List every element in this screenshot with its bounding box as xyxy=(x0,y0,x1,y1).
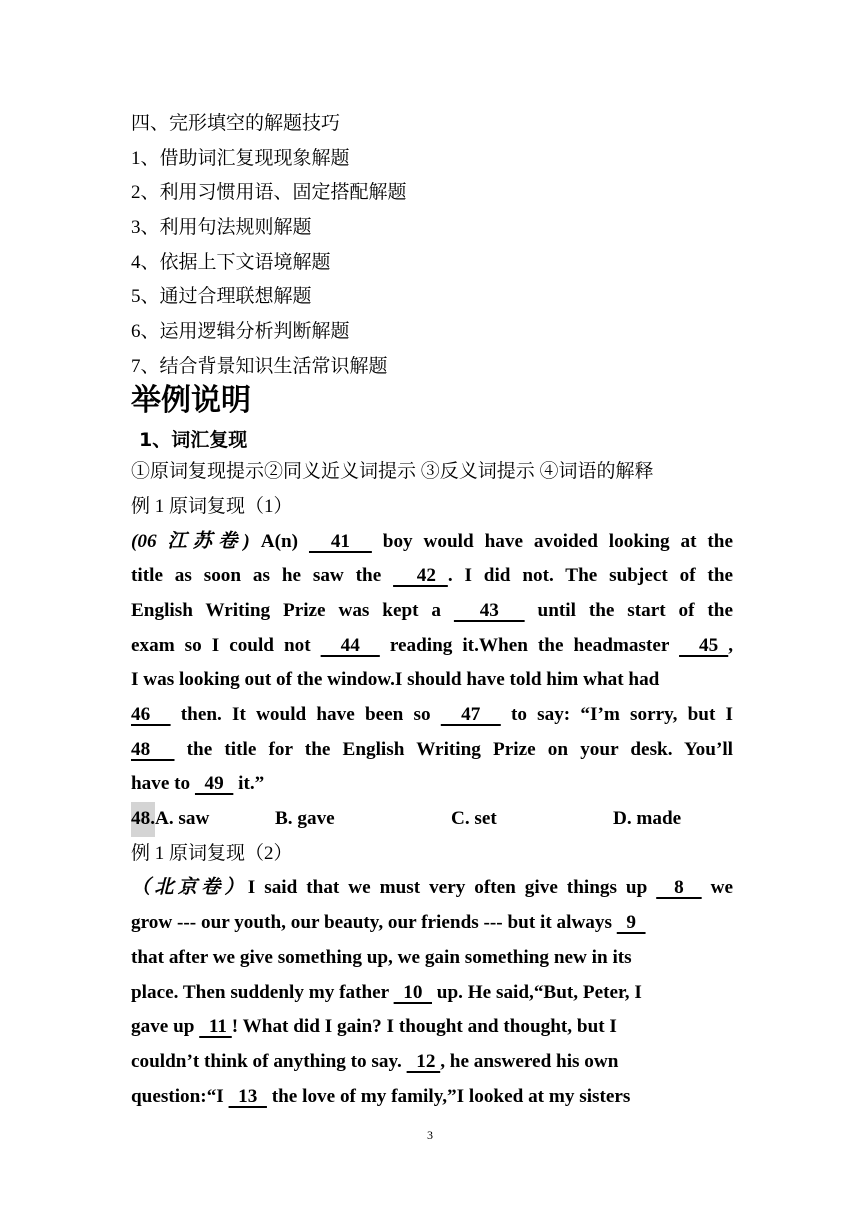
question-number: 48. xyxy=(131,802,155,837)
option-c: C. set xyxy=(450,808,497,830)
passage-line: exam so I could not 44 reading it.When the headmaster 45 , xyxy=(131,634,734,656)
blank-11: 11 xyxy=(199,1016,232,1038)
tip-item: 3、利用句法规则解题 xyxy=(131,217,312,239)
blank-8: 8 xyxy=(656,877,702,899)
blank-47: 47 xyxy=(440,704,501,725)
tip-item: 6、运用逻辑分析判断解题 xyxy=(131,321,350,343)
blank-13: 13 xyxy=(228,1085,267,1107)
page-number: 3 xyxy=(427,1128,433,1142)
tip-item: 2、利用习惯用语、固定搭配解题 xyxy=(131,182,407,204)
option-a: A. saw xyxy=(154,808,210,830)
source-tag: (06 江苏卷) xyxy=(131,530,250,552)
source-tag: （北京卷） xyxy=(131,877,248,899)
example-label: 例 1 原词复现（2） xyxy=(131,842,293,864)
blank-41: 41 xyxy=(308,530,372,552)
blank-10: 10 xyxy=(393,981,432,1003)
examples-heading: 举例说明 xyxy=(131,382,251,418)
passage-line: English Writing Prize was kept a 43 until the start of the xyxy=(131,599,733,621)
example-label: 例 1 原词复现（1） xyxy=(131,495,293,517)
blank-12: 12 xyxy=(406,1050,441,1072)
passage-line: 46 then. It would have been so 47 to say: “I’m sorry, but I xyxy=(131,704,734,725)
tip-item: 1、借助词汇复现现象解题 xyxy=(131,147,350,169)
option-b: B. gave xyxy=(274,808,335,830)
blank-48: 48 xyxy=(131,738,175,760)
passage-line: place. Then suddenly my father 10 up. He said,“But, Peter, I xyxy=(131,981,642,1003)
blank-46: 46 xyxy=(131,704,171,725)
blank-43: 43 xyxy=(453,599,525,621)
blank-44: 44 xyxy=(320,634,380,656)
passage-line: gave up 11 ! What did I gain? I thought and thought, but I xyxy=(131,1016,617,1038)
question-options xyxy=(131,802,733,837)
tip-item: 4、依据上下文语境解题 xyxy=(131,251,331,273)
blank-42: 42 xyxy=(393,565,448,587)
passage-line: （北京卷）I said that we must very often give things up 8 we xyxy=(131,877,734,899)
passage-line: (06 江苏卷) A(n) 41 boy would have avoided looking at the xyxy=(131,530,733,552)
hint-types: ①原词复现提示②同义近义词提示 ③反义词提示 ④词语的解释 xyxy=(131,461,654,483)
blank-9: 9 xyxy=(616,912,646,934)
passage-line: that after we give something up, we gain something new in its xyxy=(131,946,632,968)
tip-item: 7、结合背景知识生活常识解题 xyxy=(131,355,388,377)
passage-line: 48 the title for the English Writing Prize on your desk. You’ll xyxy=(131,738,733,760)
passage-line: have to 49 it.” xyxy=(131,773,265,795)
option-d: D. made xyxy=(612,808,682,830)
passage-line: question:“I 13 the love of my family,”I looked at my sisters xyxy=(131,1085,631,1107)
blank-49: 49 xyxy=(194,773,234,795)
passage-line: title as soon as he saw the 42 . I did not. The subject of the xyxy=(131,565,734,587)
passage-line: I was looking out of the window.I should have told him what had xyxy=(131,669,660,691)
tip-item: 5、通过合理联想解题 xyxy=(131,286,312,308)
document-body xyxy=(131,107,733,1114)
passage-line: couldn’t think of anything to say. 12 , he answered his own xyxy=(131,1050,619,1072)
sub-heading: 1、词汇复现 xyxy=(139,428,248,451)
blank-45: 45 xyxy=(679,634,729,656)
section-heading: 四、完形填空的解题技巧 xyxy=(131,113,341,134)
passage-line: grow --- our youth, our beauty, our friends --- but it always 9 xyxy=(131,912,646,934)
